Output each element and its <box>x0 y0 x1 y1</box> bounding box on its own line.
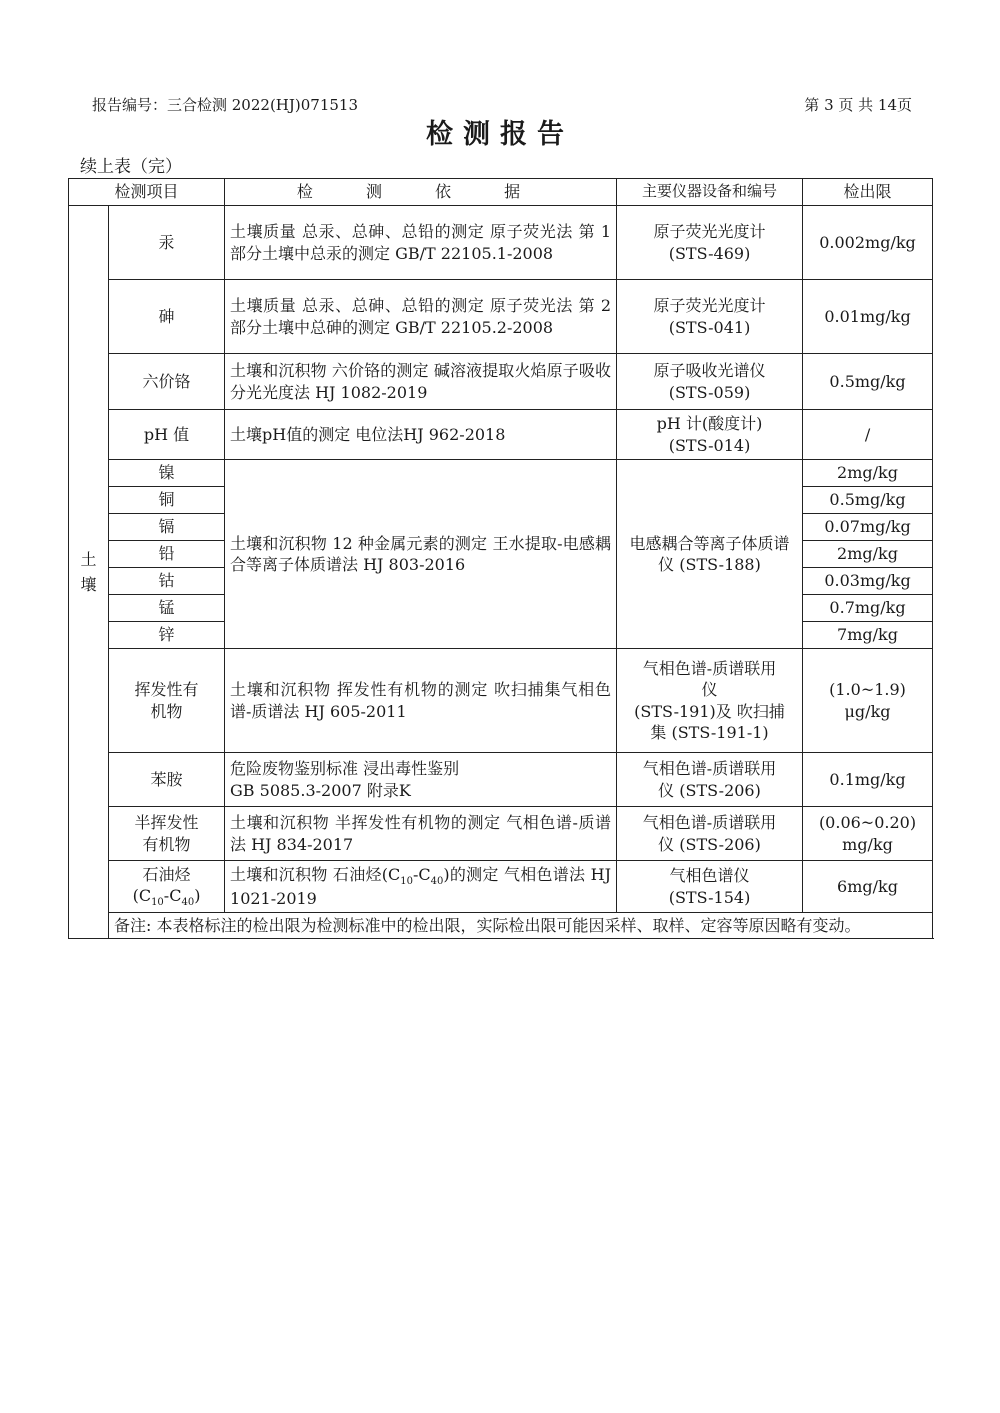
table-row <box>69 753 933 807</box>
item-cell: pH 值 <box>109 410 225 460</box>
method-cell <box>225 861 617 913</box>
table-row <box>69 649 933 753</box>
item-cell: 锰 <box>109 595 225 622</box>
limit-cell: 0.07mg/kg <box>803 514 933 541</box>
table-header-row <box>69 179 933 206</box>
page-info: 第 3 页 共 14页 <box>804 96 912 114</box>
item-line <box>114 885 219 909</box>
equipment-line: (STS-154) <box>668 887 751 907</box>
item-cell: 锌 <box>109 622 225 649</box>
equipment-cell <box>617 807 803 861</box>
equipment-cell: 电感耦合等离子体质谱仪 (STS-188) <box>617 460 803 649</box>
equipment-cell <box>617 280 803 354</box>
equipment-cell <box>617 861 803 913</box>
equipment-name: pH 计(酸度计) <box>656 414 763 434</box>
method-text: -C <box>412 864 431 884</box>
method-cell: 土壤和沉积物 六价铬的测定 碱溶液提取火焰原子吸收分光光度法 HJ 1082-2019 <box>225 354 617 410</box>
method-subscript: 40 <box>430 875 444 887</box>
limit-cell: / <box>803 410 933 460</box>
equipment-cell <box>617 410 803 460</box>
method-text: 土壤和沉积物 石油烃(C <box>230 864 401 884</box>
equipment-line: 气相色谱仪 <box>669 866 750 886</box>
item-text: (C <box>132 885 152 905</box>
method-cell: 土壤和沉积物 挥发性有机物的测定 吹扫捕集气相色谱-质谱法 HJ 605-2011 <box>225 649 617 753</box>
item-cell: 砷 <box>109 280 225 354</box>
equipment-line: 气相色谱-质谱联用 <box>642 659 777 679</box>
limit-cell: 6mg/kg <box>803 861 933 913</box>
limit-line: (1.0~1.9) <box>829 680 906 700</box>
item-cell: 汞 <box>109 206 225 280</box>
limit-cell: 0.1mg/kg <box>803 753 933 807</box>
item-cell: 苯胺 <box>109 753 225 807</box>
equipment-line: (STS-191)及 吹扫捕 <box>634 701 785 721</box>
item-line: 挥发性有 <box>134 680 199 700</box>
report-number: 报告编号：三合检测 2022(HJ)071513 <box>92 96 359 114</box>
equipment-cell <box>617 753 803 807</box>
category-label: 土壤 <box>80 549 97 595</box>
limit-line: mg/kg <box>842 834 893 854</box>
item-cell: 六价铬 <box>109 354 225 410</box>
method-cell: 土壤质量 总汞、总砷、总铅的测定 原子荧光法 第 1 部分土壤中总汞的测定 GB/T 22105.1-2008 <box>225 206 617 280</box>
item-subscript: 40 <box>181 897 195 909</box>
equipment-name: 原子荧光光度计 <box>653 296 766 316</box>
table-row <box>69 354 933 410</box>
method-subscript: 10 <box>400 875 413 887</box>
method-line: 危险废物鉴别标准 浸出毒性鉴别 <box>230 759 460 779</box>
header-item: 检测项目 <box>69 179 225 206</box>
table-row <box>69 206 933 280</box>
equipment-id: (STS-014) <box>668 435 751 455</box>
limit-cell: 0.002mg/kg <box>803 206 933 280</box>
limit-cell: 0.7mg/kg <box>803 595 933 622</box>
item-cell <box>109 649 225 753</box>
item-line: 半挥发性 <box>134 813 199 833</box>
method-cell <box>225 753 617 807</box>
continued-label: 续上表（完） <box>80 157 182 177</box>
note-row <box>69 913 933 939</box>
limit-cell: 7mg/kg <box>803 622 933 649</box>
method-cell: 土壤pH值的测定 电位法HJ 962-2018 <box>225 410 617 460</box>
item-subscript: 10 <box>151 897 164 909</box>
table-row <box>69 410 933 460</box>
equipment-line: 仪 (STS-206) <box>658 834 761 854</box>
item-cell <box>109 861 225 913</box>
equipment-line: 气相色谱-质谱联用 <box>642 813 777 833</box>
limit-cell: 0.5mg/kg <box>803 354 933 410</box>
equipment-name: 原子吸收光谱仪 <box>653 361 766 381</box>
item-cell: 钴 <box>109 568 225 595</box>
header-method: 检 测 依 据 <box>225 179 617 206</box>
method-line: GB 5085.3-2007 附录K <box>230 780 411 800</box>
limit-line: μg/kg <box>844 701 891 721</box>
header-limit: 检出限 <box>803 179 933 206</box>
table-row <box>69 280 933 354</box>
report-title: 检测报告 <box>426 119 574 150</box>
equipment-line: 集 (STS-191-1) <box>650 722 769 742</box>
item-cell: 镍 <box>109 460 225 487</box>
method-cell: 土壤质量 总汞、总砷、总铅的测定 原子荧光法 第 2 部分土壤中总砷的测定 GB/T 22105.2-2008 <box>225 280 617 354</box>
item-line: 石油烃 <box>142 864 191 884</box>
category-cell <box>69 206 109 939</box>
item-cell: 镉 <box>109 514 225 541</box>
limit-cell: 0.03mg/kg <box>803 568 933 595</box>
method-cell: 土壤和沉积物 12 种金属元素的测定 王水提取-电感耦合等离子体质谱法 HJ 803-2016 <box>225 460 617 649</box>
equipment-name: 原子荧光光度计 <box>653 222 766 242</box>
limit-cell <box>803 807 933 861</box>
item-cell: 铜 <box>109 487 225 514</box>
item-text: ) <box>194 885 201 905</box>
table-row <box>69 861 933 913</box>
limit-cell: 0.5mg/kg <box>803 487 933 514</box>
limit-cell <box>803 649 933 753</box>
equipment-cell <box>617 206 803 280</box>
equipment-cell <box>617 354 803 410</box>
item-cell: 铅 <box>109 541 225 568</box>
table-row <box>69 460 933 487</box>
equipment-line: 仪 (STS-206) <box>658 780 761 800</box>
equipment-id: (STS-041) <box>668 317 751 337</box>
limit-cell: 2mg/kg <box>803 541 933 568</box>
item-line: 机物 <box>150 701 183 721</box>
equipment-line: 气相色谱-质谱联用 <box>642 759 777 779</box>
limit-line: (0.06~0.20) <box>818 813 917 833</box>
method-cell: 土壤和沉积物 半挥发性有机物的测定 气相色谱-质谱法 HJ 834-2017 <box>225 807 617 861</box>
note-cell: 备注: 本表格标注的检出限为检测标准中的检出限，实际检出限可能因采样、取样、定容等原因略有变动。 <box>109 913 933 939</box>
header-equipment: 主要仪器设备和编号 <box>617 179 803 206</box>
equipment-id: (STS-469) <box>668 243 751 263</box>
table-row <box>69 807 933 861</box>
equipment-line: 仪 <box>701 680 718 700</box>
test-methods-table <box>68 178 933 939</box>
limit-cell: 0.01mg/kg <box>803 280 933 354</box>
equipment-cell <box>617 649 803 753</box>
equipment-id: (STS-059) <box>668 382 751 402</box>
method-text: )的测定 气相色谱法 HJ 1021-2019 <box>230 864 612 909</box>
item-line: 有机物 <box>142 834 191 854</box>
item-text: -C <box>163 885 182 905</box>
limit-cell: 2mg/kg <box>803 460 933 487</box>
item-cell <box>109 807 225 861</box>
